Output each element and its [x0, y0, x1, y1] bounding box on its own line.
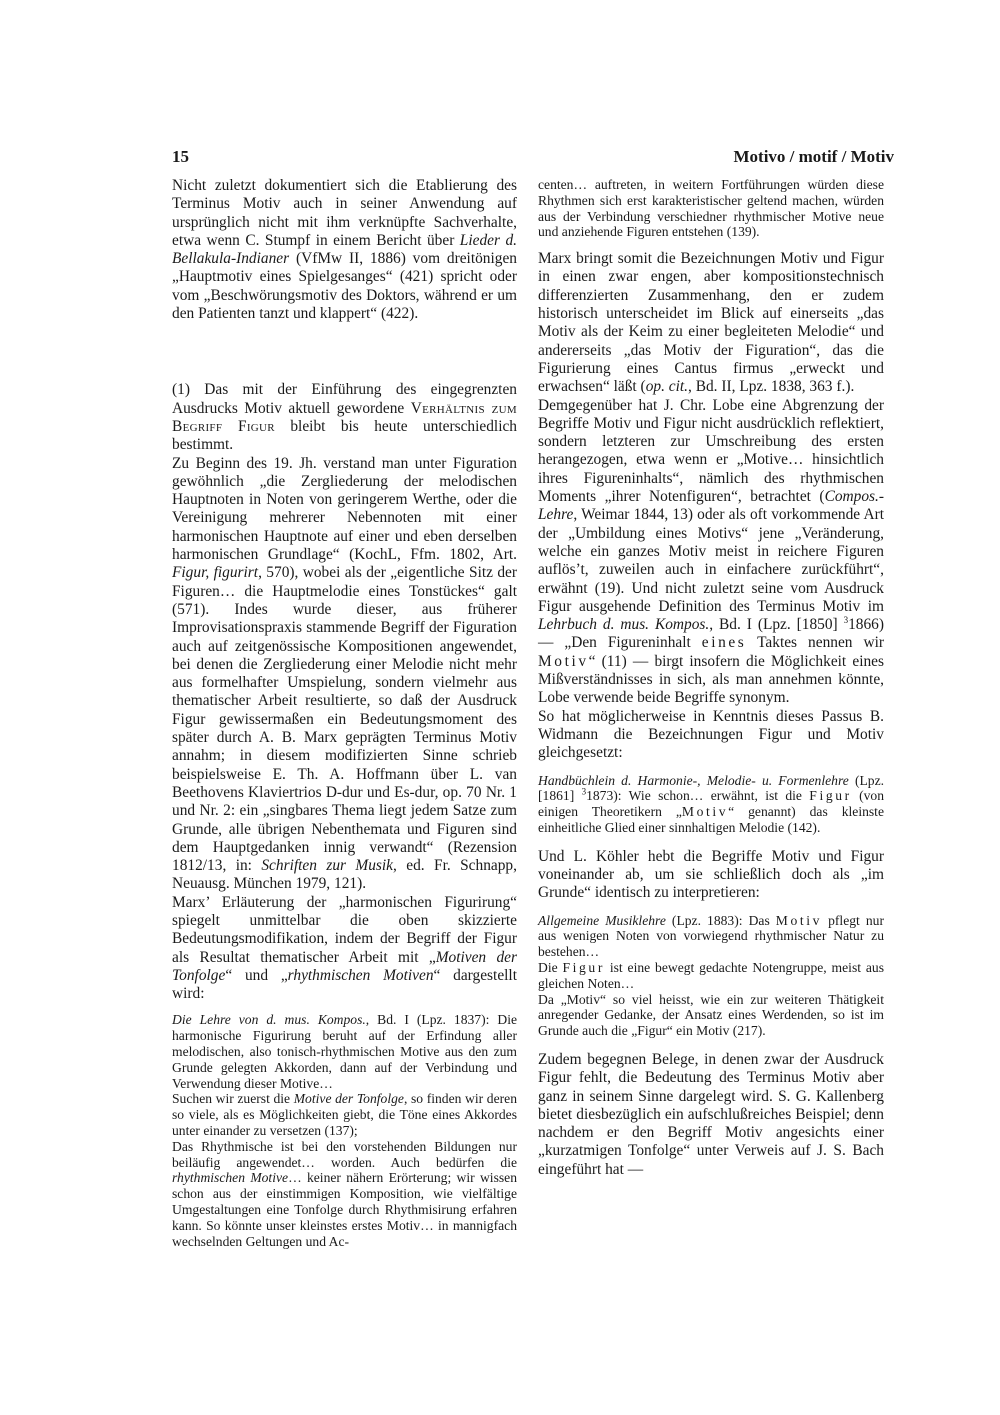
paragraph: So hat möglicherweise in Kenntnis dieses Passus B. Widmann die Bezeichnungen Figur und Motiv gleichgesetzt:	[538, 707, 884, 762]
block-quote: Suchen wir zuerst die Motive der Tonfolge, so finden wir deren so viele, als es Möglichkeiten giebt, die Töne eines Akkordes unter einander zu versetzen (137);	[172, 1091, 517, 1139]
block-quote: Da „Motiv“ so viel heisst, wie ein zur weiteren Thätigkeit anregender Gedanke, der Ansatz eines Werdenden, so ist im Grunde auch die „Figur“ ein Motiv (217).	[538, 991, 884, 1039]
section-heading-paragraph: (1) Das mit der Einführung des eingegrenzten Ausdrucks Motiv aktuell gewordene Verhältnis zum Begriff Figur bleibt bis heute unterschiedlich bestimmt.	[172, 381, 517, 454]
block-quote: Das Rhythmische ist bei den vorstehenden Bildungen nur beiläufig angewendet… worden. Auch bedürfen die rhythmischen Motive… keiner nähern Erörterung; wir wissen schon aus der einstimmigen Komposition, wie vielfältige Umgestaltungen eine Tonfolge durch Rhythmisirung erfahren kann. So könnte unser kleinstes erstes Motiv… in mannigfach wechselnden Geltungen und Ac-	[172, 1138, 517, 1249]
block-quote: Die Lehre von d. mus. Kompos., Bd. I (Lpz. 1837): Die harmonische Figurirung beruht auf der Erfindung aller melodischen, also tonisch-rhythmischen Motive aus den zum Grunde gelegten Akkorden, dann auf der Verbindung und Verwendung dieser Motive…	[172, 1012, 517, 1091]
paragraph: Zudem begegnen Belege, in denen zwar der Ausdruck Figur fehlt, die Bedeutung des Terminus Motiv aber ganz in seinem Sinne dargelegt wird. S. G. Kallenberg bietet diesbezüglich ein aufschlußreiches Beispiel; denn nachdem er den Begriff Motiv angesichts einer „kurzatmigen Tonfolge“ unter Verweis auf J. S. Bach eingeführt hat —	[538, 1050, 884, 1178]
paragraph: Marx’ Erläuterung der „harmonischen Figurirung“ spiegelt unmittelbar die oben skizzierte Bedeutungsmodifikation, indem der Begriff der Figur als Resultat thematischer Arbeit mit „Motiven der Tonfolge“ und „rhythmischen Motiven“ dargestellt wird:	[172, 893, 517, 1003]
page-number: 15	[172, 147, 189, 166]
block-quote: Die Figur ist eine bewegt gedachte Notengruppe, meist aus gleichen Noten…	[538, 959, 884, 991]
paragraph: Demgegenüber hat J. Chr. Lobe eine Abgrenzung der Begriffe Motiv und Figur nicht ausdrücklich reflektiert, sondern letzteren zur Umschreibung des ersten herangezogen, etwa wenn er „Motive… hinsichtlich ihres Figureninhalts“, nämlich des rhythmischen Moments „ihrer Notenfiguren“, betrachtet (Compos.-Lehre, Weimar 1844, 13) oder als oft vorkommende Art der „Umbildung eines Motivs“ jene „Veränderung, welche ein ganzes Motiv meist in reichere Figuren auflös’t, zuweilen auch in einfachere zurückführt“, erwähnt (19). Und nicht zuletzt seine vom Ausdruck Figur ausgehende Definition des Terminus Motiv im Lehrbuch d. mus. Kompos., Bd. I (Lpz. [1850] $^3$1866) — „Den Figureninhalt eines Taktes nennen wir Motiv“ (11) — birgt insofern die Möglichkeit eines Mißverständnisses in sich, als man annehmen könnte, Lobe verwende beide Begriffe synonym.	[538, 396, 885, 707]
right-column	[538, 177, 884, 1179]
paragraph: Und L. Köhler hebt die Begriffe Motiv und Figur voneinander ab, um sie schließlich doch als „im Grunde“ identisch zu interpretieren:	[538, 847, 884, 902]
block-quote: Handbüchlein d. Harmonie-, Melodie- u. Formenlehre (Lpz. [1861] $^3$1873): Wie schon… erwähnt, ist die Figur (von einigen Theoretikern „Motiv“ genannt) das kleinste einheitliche Glied einer sinnhaltigen Melodie (142).	[538, 772, 885, 835]
block-quote: centen… auftreten, in weitern Fortführungen würden diese Rhythmen sich erst karakteristischer geltend machen, würden aus der Verbindung verschiedner rhythmischer Motive neue und anziehende Figuren entstehen (139).	[538, 177, 884, 240]
section-keyword: Verhältnis zum Begriff Figur	[172, 399, 517, 435]
paragraph: Nicht zuletzt dokumentiert sich die Etablierung des Terminus Motiv auch in seiner Anwendung auf ursprünglich nicht mit ihm verknüpfte Sachverhalte, etwa wenn C. Stumpf in einem Bericht über Lieder d. Bellakula-Indianer (VfMw II, 1886) vom dreitönigen „Hauptmotiv eines Spielgesanges“ (421) spricht oder vom „Beschwörungsmotiv des Doktors, während er um den Patienten tanzt und klappert“ (422).	[172, 177, 517, 323]
paragraph: Zu Beginn des 19. Jh. verstand man unter Figuration gewöhnlich „die Zergliederung der melodischen Hauptnoten in Noten von geringerem Werthe, oder die Vereinigung mehrerer Nebennoten mit einer harmonischen Hauptnote auf einer und eben derselben harmonischen Grundlage“ (KochL, Ffm. 1802, Art. Figur, figurirt, 570), wobei als der „eigentliche Sitz der Figuren… die Hauptmelodie eines Tonstückes“ galt (571). Indes wurde dieser, aus früherer Improvisationspraxis stammende Begriff der Figuration auch auf zeitgenössische Kompositionen angewendet, bei denen die Zergliederung einer Melodie nicht mehr aus formelhafter Umspielung, sondern vielmehr aus thematischer Arbeit resultierte, so daß der Ausdruck Figur gewissermaßen ein Bedeutungsmoment des später durch A. B. Marx geprägten Terminus Motiv annahm; in diesem modifizierten Sinne schrieb beispielsweise E. Th. A. Hoffmann über L. van Beethovens Klaviertrios D-dur und Es-dur, op. 70 Nr. 1 und Nr. 2: ein „singbares Thema liegt jedem Satze zum Grunde, alle übrigen Nebenthemata und Figuren sind dem Hauptgedanken innig verwandt“ (Rezension 1812/13, in: Schriften zur Musik, ed. Fr. Schnapp, Neuausg. München 1979, 121).	[172, 454, 517, 893]
block-quote: Allgemeine Musiklehre (Lpz. 1883): Das Motiv pflegt nur aus wenigen Noten von vorwiegend rhythmischer Natur zu bestehen…	[538, 912, 884, 960]
paragraph: Marx bringt somit die Bezeichnungen Motiv und Figur in einen zwar engen, aber kompositionstechnisch differenzierten Zusammenhang, den er zudem historisch unterscheidet im Blick auf einerseits „das Motiv als der Keim zu einer begleiteten Melodie“ und andererseits „das Motiv der Figuration“, das die Figurierung eines Cantus firmus „erweckt und erwachsen“ läßt (op. cit., Bd. II, Lpz. 1838, 363 f.).	[538, 250, 884, 396]
left-column	[172, 177, 517, 1249]
running-title: Motivo / motif / Motiv	[733, 147, 894, 166]
